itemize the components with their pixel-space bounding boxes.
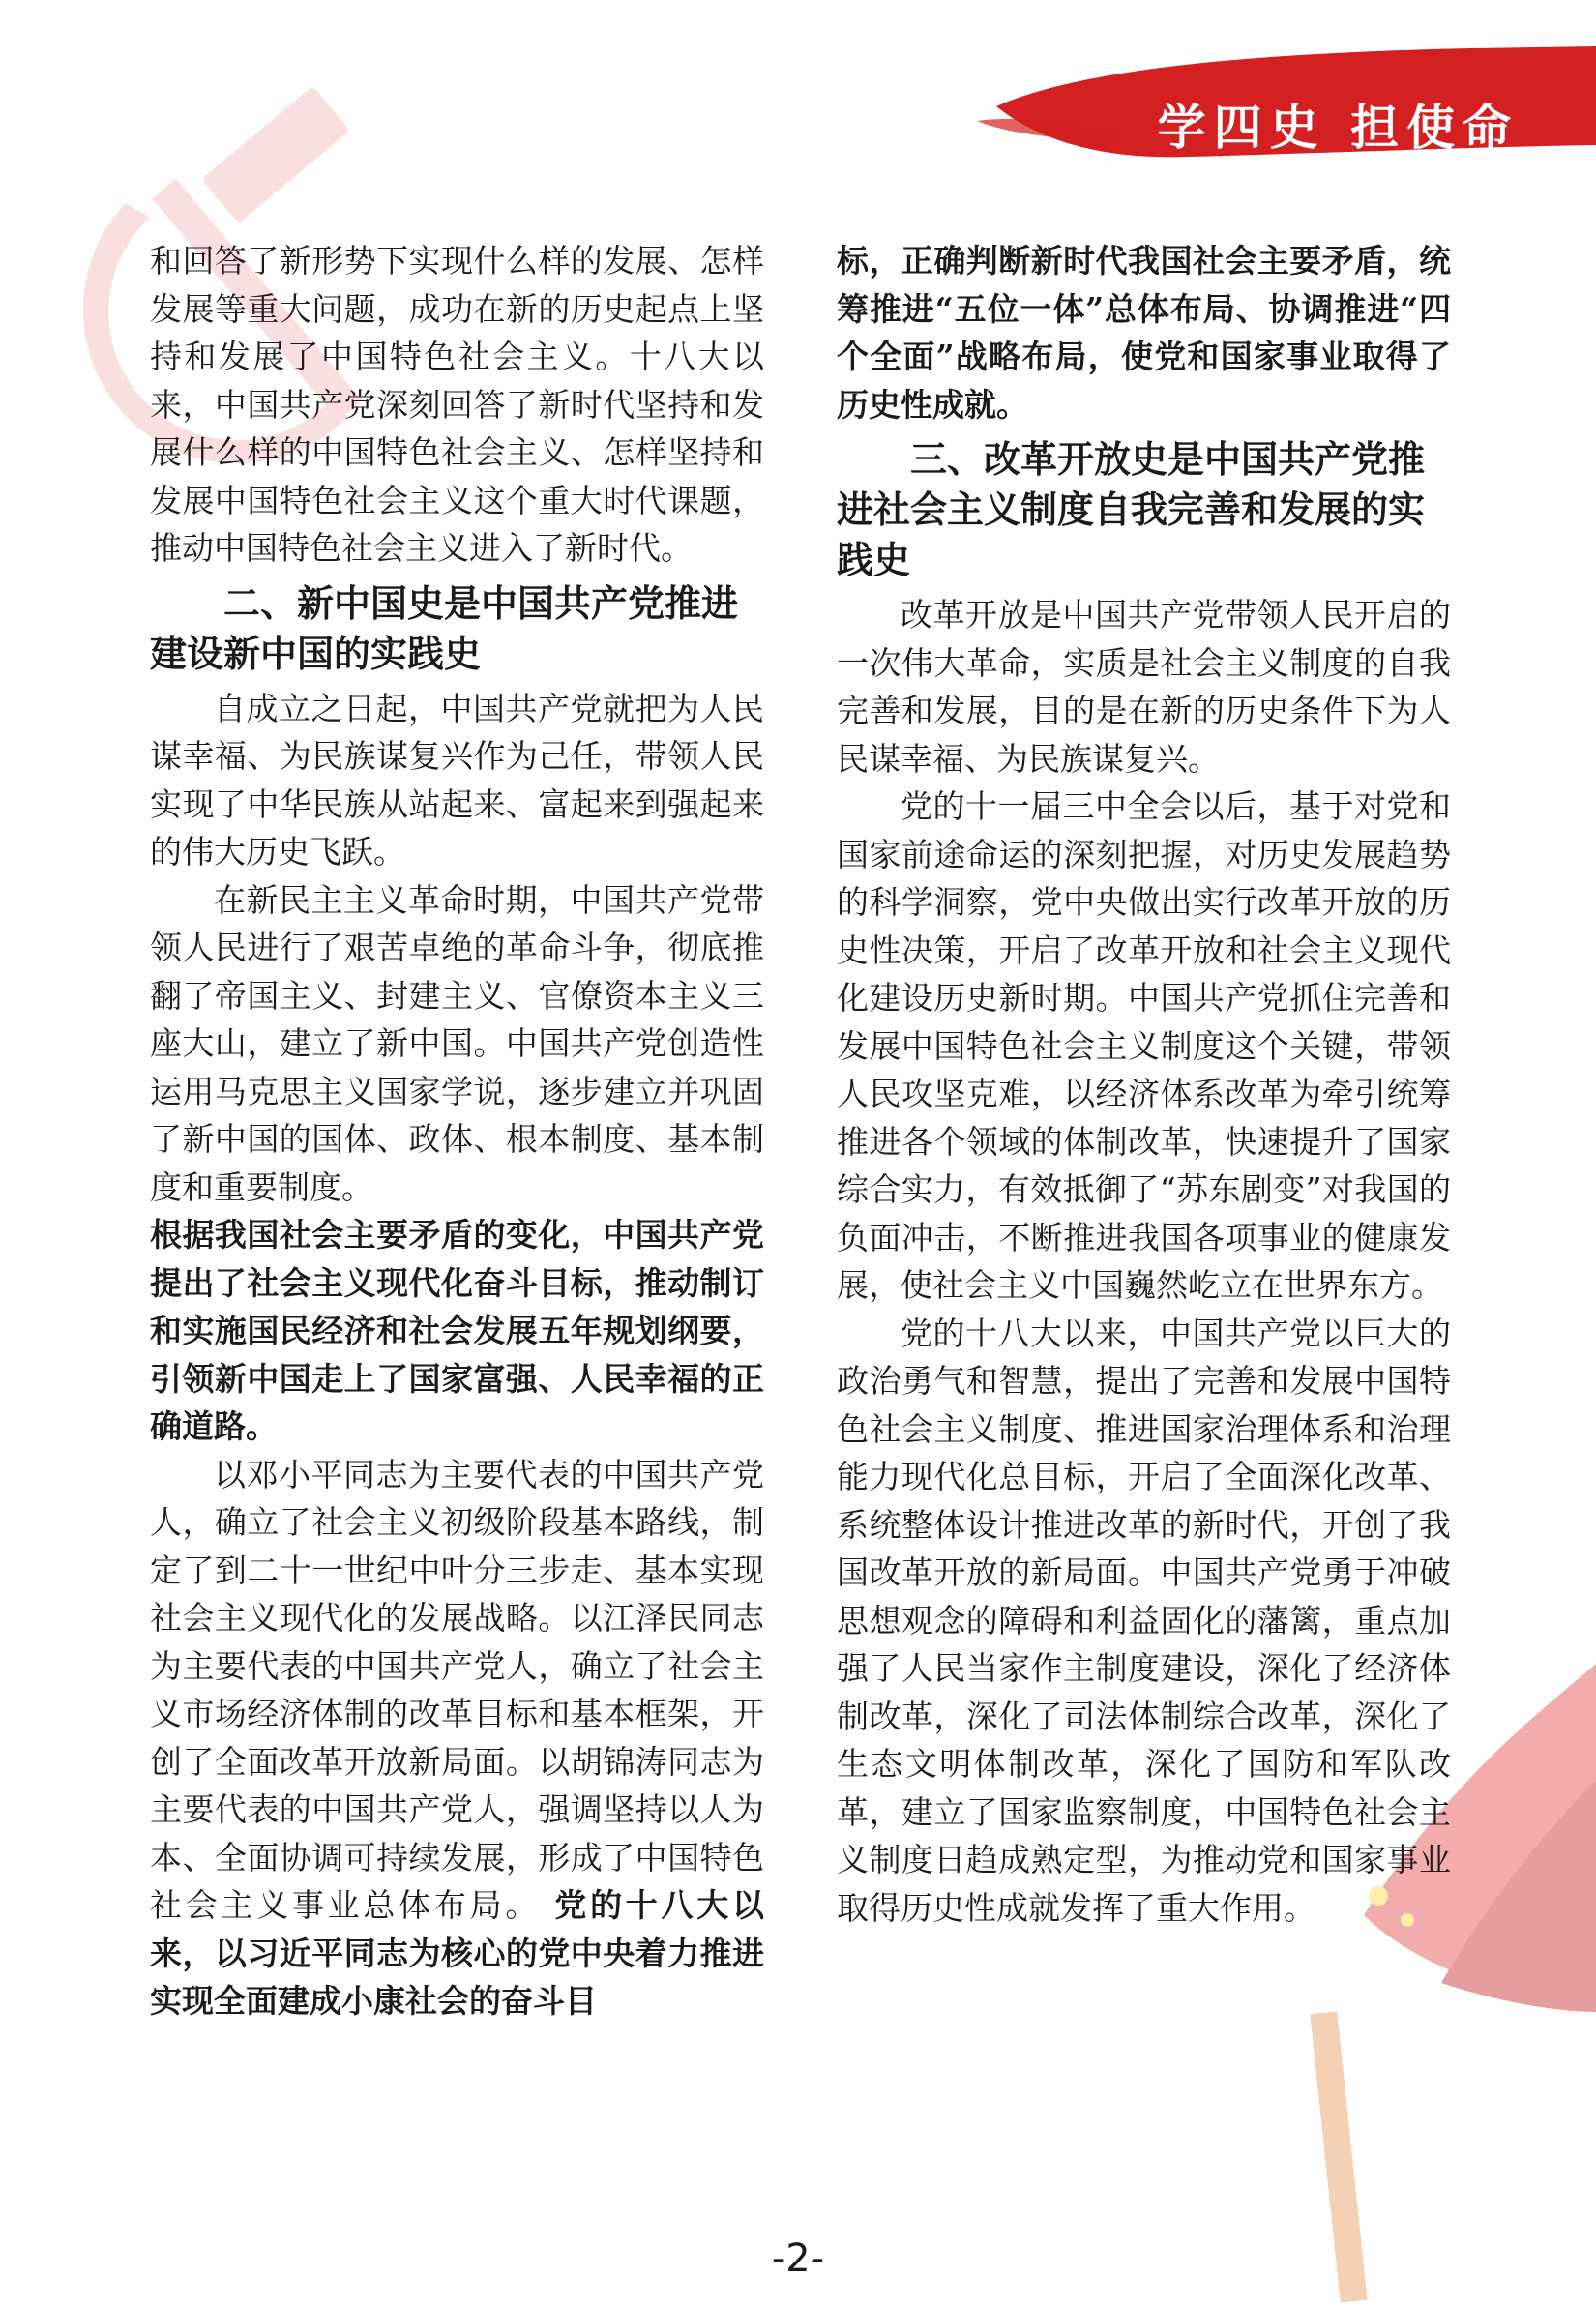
paragraph: 在新民主主义革命时期，中国共产党带领人民进行了艰苦卓绝的革命斗争，彻底推翻了帝国主义、封建主义、官僚资本主义三座大山，建立了新中国。中国共产党创造性运用马克思主义国家学说，逐步建立并巩固了新中国的国体、政体、根本制度、基本制度和重要制度。 <box>150 880 764 1206</box>
bold-text: 党的十八大以来，以习近平同志为核心的党中央着力推进实现全面建成小康社会的奋斗目 <box>150 1886 765 2020</box>
paragraph: 和回答了新形势下实现什么样的发展、怎样发展等重大问题，成功在新的历史起点上坚持和发展了中国特色社会主义。十八大以来，中国共产党深刻回答了新时代坚持和发展什么样的中国特色社会主义、怎样坚持和发展中国特色社会主义这个重大时代课题，推动中国特色社会主义进入了新时代。 <box>150 242 764 567</box>
header-banner <box>967 29 1596 174</box>
paragraph: 党的十八大以来，中国共产党以巨大的政治勇气和智慧，提出了完善和发展中国特色社会主义制度、推进国家治理体系和治理能力现代化总目标，开启了全面深化改革、系统整体设计推进改革的新时代，开创了我国改革开放的新局面。中国共产党勇于冲破思想观念的障碍和利益固化的藩篱，重点加强了人民当家作主制度建设，深化了经济体制改革，深化了司法体制综合改革，深化了生态文明体制改革，深化了国防和军队改革，建立了国家监察制度，中国特色社会主义制度日趋成熟定型，为推动党和国家事业取得历史性成就发挥了重大作用。 <box>837 1314 1451 1927</box>
bold-paragraph: 根据我国社会主要矛盾的变化，中国共产党提出了社会主义现代化奋斗目标，推动制订和实施国民经济和社会发展五年规划纲要，引领新中国走上了国家富强、人民幸福的正确道路。 <box>150 1216 764 1445</box>
paragraph: 党的十一届三中全会以后，基于对党和国家前途命运的深刻把握，对历史发展趋势的科学洞察，党中央做出实行改革开放的历史性决策，开启了改革开放和社会主义现代化建设历史新时期。中国共产党抓住完善和发展中国特色社会主义制度这个关键，带领人民攻坚克难，以经济体系改革为牵引统筹推进各个领域的体制改革，快速提升了国家综合实力，有效抵御了“苏东剧变”对我国的负面冲击，不断推进我国各项事业的健康发展，使社会主义中国巍然屹立在世界东方。 <box>837 787 1451 1304</box>
bold-paragraph: 标，正确判断新时代我国社会主要矛盾，统筹推进“五位一体”总体布局、协调推进“四个全面”战略布局，使党和国家事业取得了历史性成就。 <box>837 242 1451 424</box>
section-heading: 三、改革开放史是中国共产党推进社会主义制度自我完善和发展的实践史 <box>837 438 1426 581</box>
paragraph: 改革开放是中国共产党带领人民开启的一次伟大革命，实质是社会主义制度的自我完善和发展，目的是在新的历史条件下为人民谋幸福、为民族谋复兴。 <box>837 596 1451 778</box>
paragraph <box>150 1451 764 2025</box>
paragraph-text: 以邓小平同志为主要代表的中国共产党人，确立了社会主义初级阶段基本路线，制定了到二十一世纪中叶分三步走、基本实现社会主义现代化的发展战略。以江泽民同志为主要代表的中国共产党人，确立了社会主义市场经济体制的改革目标和基本框架，开创了全面改革开放新局面。以胡锦涛同志为主要代表的中国共产党人，强调坚持以人为本、全面协调可持续发展，形成了中国特色社会主义事业总体布局。 <box>150 1455 764 1924</box>
section-heading: 二、新中国史是中国共产党推进建设新中国的实践史 <box>150 581 739 675</box>
page-number: -2- <box>771 2236 825 2281</box>
banner-title: 学四史 担使命 <box>1157 100 1519 156</box>
left-column <box>150 237 764 2025</box>
paragraph: 自成立之日起，中国共产党就把为人民谋幸福、为民族谋复兴作为己任，带领人民实现了中华民族从站起来、富起来到强起来的伟大历史飞跃。 <box>150 689 764 871</box>
right-column <box>837 237 1451 1932</box>
